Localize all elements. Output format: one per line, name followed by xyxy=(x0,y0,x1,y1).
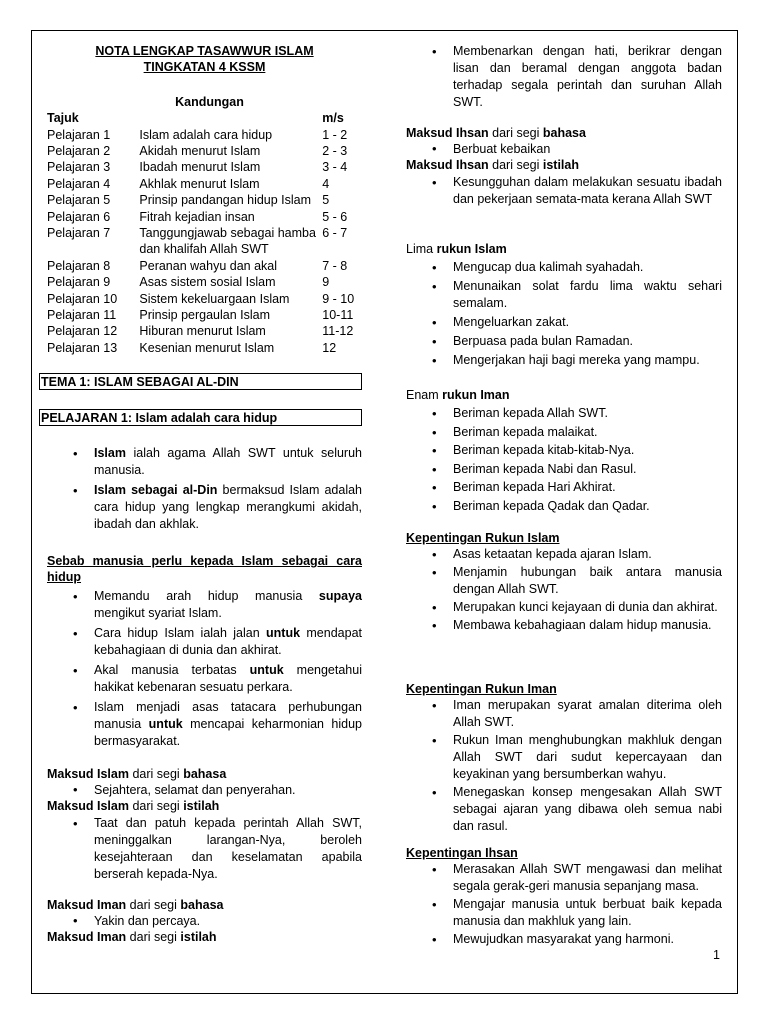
toc-row xyxy=(47,274,362,290)
list-item: • Beriman kepada kitab-kitab-Nya. xyxy=(406,442,722,459)
list-item: • Mewujudkan masyarakat yang harmoni. xyxy=(406,931,722,948)
toc-page: 10-11 xyxy=(322,308,354,323)
toc-lesson: Pelajaran 11 xyxy=(47,308,117,323)
maksud-iman-istilah-heading: Maksud Iman dari segi istilah xyxy=(47,930,217,945)
list-item: • Menjamin hubungan baik antara manusia dengan Allah SWT. xyxy=(406,564,722,598)
list-item xyxy=(47,588,362,622)
item-text: mencapai keharmonian hidup bermasyarakat. xyxy=(94,717,362,749)
kepentingan-rukun-iman-list xyxy=(406,697,722,835)
toc-title: Asas sistem sosial Islam xyxy=(139,275,276,290)
list-item: • Iman merupakan syarat amalan diterima oleh Allah SWT. xyxy=(406,697,722,731)
list-item: • Membawa kebahagiaan dalam hidup manusia. xyxy=(406,617,722,634)
toc-row xyxy=(47,159,362,175)
kepentingan-rukun-iman-heading: Kepentingan Rukun Iman xyxy=(406,682,557,696)
list-item: • Kesungguhan dalam melakukan sesuatu ibadah dan pekerjaan semata-mata kerana Allah SWT xyxy=(406,174,722,208)
toc-lesson: Pelajaran 4 xyxy=(47,176,111,191)
toc-title: Prinsip pergaulan Islam xyxy=(139,308,271,323)
maksud-ihsan-istilah-heading: Maksud Ihsan dari segi istilah xyxy=(406,158,579,173)
toc-col-tajuk: Tajuk xyxy=(47,111,79,126)
toc-lesson: Pelajaran 3 xyxy=(47,160,111,175)
item-text: mengetahui hakikat kebenaran sesuatu perkara. xyxy=(94,663,362,695)
toc-lesson: Pelajaran 9 xyxy=(47,275,111,290)
toc-lesson: Pelajaran 5 xyxy=(47,193,111,208)
toc-page: 7 - 8 xyxy=(322,258,348,273)
list-item: • Menunaikan solat fardu lima waktu sehari semalam. xyxy=(406,278,722,312)
kepentingan-ihsan-heading: Kepentingan Ihsan xyxy=(406,846,518,860)
maksud-islam-bahasa-heading: Maksud Islam dari segi bahasa xyxy=(47,767,227,781)
toc-row xyxy=(47,192,362,208)
toc-header-row xyxy=(47,110,362,126)
contents-heading: Kandungan xyxy=(175,95,244,109)
kepentingan-ihsan-list xyxy=(406,861,722,948)
item-text: mendapat kebahagiaan di dunia dan akhirat. xyxy=(94,626,362,658)
bold-term: untuk xyxy=(266,626,301,641)
item-text: Memandu arah hidup manusia xyxy=(94,589,319,604)
toc-lesson: Pelajaran 12 xyxy=(47,324,118,339)
toc-page: 11-12 xyxy=(322,324,354,339)
toc-title: Peranan wahyu dan akal xyxy=(139,258,278,273)
toc-title: Akidah menurut Islam xyxy=(139,144,261,159)
document-title: NOTA LENGKAP TASAWWUR ISLAM xyxy=(95,44,314,58)
list-item: • Yakin dan percaya. xyxy=(47,913,362,929)
item-text: Cara hidup Islam ialah jalan xyxy=(94,626,267,641)
sebab-heading: Sebab manusia perlu kepada Islam sebagai cara hidup xyxy=(47,554,362,585)
list-item: • Beriman kepada Hari Akhirat. xyxy=(406,479,722,496)
toc-page: 12 xyxy=(322,340,337,355)
bold-term: supaya xyxy=(318,589,362,604)
toc-row xyxy=(47,176,362,192)
toc-title: Prinsip pandangan hidup Islam xyxy=(139,193,312,208)
list-item: • Mengajar manusia untuk berbuat baik kepada manusia dan makhluk yang lain. xyxy=(406,896,722,930)
toc-page: 5 - 6 xyxy=(322,209,348,224)
tema-box: TEMA 1: ISLAM SEBAGAI AL-DIN xyxy=(39,373,362,390)
toc-row xyxy=(47,323,362,339)
list-item: • Beriman kepada Nabi dan Rasul. xyxy=(406,461,722,478)
toc-row xyxy=(47,291,362,307)
toc-row xyxy=(47,340,362,356)
toc-row xyxy=(47,258,362,274)
rukun-islam-heading: Lima rukun Islam xyxy=(406,242,507,256)
toc-list xyxy=(47,127,362,357)
list-item xyxy=(47,482,362,533)
toc-page: 9 xyxy=(322,275,330,290)
toc-page: 5 xyxy=(322,193,330,208)
kepentingan-rukun-islam-list xyxy=(406,546,722,634)
toc-lesson: Pelajaran 2 xyxy=(47,144,111,159)
toc-lesson: Pelajaran 6 xyxy=(47,209,111,224)
maksud-ihsan-bahasa-heading: Maksud Ihsan dari segi bahasa xyxy=(406,126,586,140)
item-text: mengikut syariat Islam. xyxy=(94,606,222,621)
toc-row xyxy=(47,143,362,159)
bold-term: Islam sebagai al-Din xyxy=(94,483,218,497)
toc-title: Kesenian menurut Islam xyxy=(139,340,275,355)
toc-page: 4 xyxy=(322,176,330,191)
maksud-islam-istilah-heading: Maksud Islam dari segi istilah xyxy=(47,799,220,814)
toc-row xyxy=(47,307,362,323)
bold-term: Islam xyxy=(94,446,126,460)
list-item: • Mengucap dua kalimah syahadah. xyxy=(406,259,722,276)
toc-page: 3 - 4 xyxy=(322,160,348,175)
list-item xyxy=(47,445,362,479)
toc-title: Fitrah kejadian insan xyxy=(139,209,255,224)
toc-page: 2 - 3 xyxy=(322,144,348,159)
toc-lesson: Pelajaran 10 xyxy=(47,291,118,306)
list-item: • Mengerjakan haji bagi mereka yang mampu. xyxy=(406,352,722,369)
page-number: 1 xyxy=(713,948,720,962)
item-text: bermaksud Islam adalah cara hidup yang lengkap merangkumi akidah, ibadah dan akhlak. xyxy=(94,483,363,531)
list-item: • Mengeluarkan zakat. xyxy=(406,314,722,331)
rukun-islam-list xyxy=(406,259,722,369)
item-text: ialah agama Allah SWT untuk seluruh manusia. xyxy=(94,446,362,477)
rukun-iman-list xyxy=(406,405,722,515)
list-item: • Beriman kepada malaikat. xyxy=(406,424,722,441)
list-item: • Merupakan kunci kejayaan di dunia dan akhirat. xyxy=(406,599,722,616)
item-text: Islam menjadi asas tatacara perhubungan manusia xyxy=(94,700,362,732)
pelajaran-box: PELAJARAN 1: Islam adalah cara hidup xyxy=(39,409,362,426)
toc-page: 9 - 10 xyxy=(322,291,355,306)
kepentingan-rukun-islam-heading: Kepentingan Rukun Islam xyxy=(406,531,560,545)
toc-lesson: Pelajaran 7 xyxy=(47,226,111,241)
toc-lesson: Pelajaran 8 xyxy=(47,258,111,273)
toc-lesson: Pelajaran 13 xyxy=(47,340,118,355)
list-item: • Sejahtera, selamat dan penyerahan. xyxy=(47,782,362,798)
maksud-iman-bahasa-heading: Maksud Iman dari segi bahasa xyxy=(47,898,224,912)
list-item xyxy=(47,625,362,659)
toc-col-page: m/s xyxy=(322,111,344,126)
bold-term: untuk xyxy=(249,663,284,678)
toc-row xyxy=(47,209,362,225)
toc-title: Sistem kekeluargaan Islam xyxy=(139,291,290,306)
toc-title: Islam adalah cara hidup xyxy=(139,127,273,142)
list-item xyxy=(47,662,362,696)
list-item: • Beriman kepada Allah SWT. xyxy=(406,405,722,422)
toc-page: 6 - 7 xyxy=(322,226,348,241)
document-subtitle: TINGKATAN 4 KSSM xyxy=(143,60,266,75)
list-item: • Rukun Iman menghubungkan makhluk dengan Allah SWT dari sudut kepercayaan dan keyakinan yang bersumberkan wahyu. xyxy=(406,732,722,783)
toc-row xyxy=(47,127,362,143)
item-text: Akal manusia terbatas xyxy=(94,663,250,678)
toc-page: 1 - 2 xyxy=(322,127,348,142)
toc-title: Akhlak menurut Islam xyxy=(139,176,260,191)
list-item xyxy=(47,699,362,750)
toc-lesson: Pelajaran 1 xyxy=(47,127,111,142)
list-item: • Menegaskan konsep mengesakan Allah SWT sebagai ajaran yang dibawa oleh semua nabi dan rasul. xyxy=(406,784,722,835)
list-item: • Beriman kepada Qadak dan Qadar. xyxy=(406,498,722,515)
list-item: • Asas ketaatan kepada ajaran Islam. xyxy=(406,546,722,563)
toc-title: Ibadah menurut Islam xyxy=(139,160,261,175)
list-item: • Merasakan Allah SWT mengawasi dan melihat segala gerak-geri manusia sepanjang masa. xyxy=(406,861,722,895)
toc-row xyxy=(47,225,362,258)
bold-term: untuk xyxy=(148,717,183,732)
list-item: • Taat dan patuh kepada perintah Allah SWT, meninggalkan larangan-Nya, beroleh kesejahteraan dan keselamatan apabila berserah kepada-Nya. xyxy=(47,815,362,883)
rukun-iman-heading: Enam rukun Iman xyxy=(406,388,510,402)
toc-title: Tanggungjawab sebagai hamba dan khalifah Allah SWT xyxy=(139,226,316,257)
intro-bullets xyxy=(47,445,362,533)
list-item: • Berbuat kebaikan xyxy=(406,141,722,157)
sebab-list xyxy=(47,588,362,750)
list-item: • Berpuasa pada bulan Ramadan. xyxy=(406,333,722,350)
toc-title: Hiburan menurut Islam xyxy=(139,324,266,339)
list-item: • Membenarkan dengan hati, berikrar dengan lisan dan beramal dengan anggota badan terhadap segala perintah dan suruhan Allah SWT. xyxy=(406,43,722,111)
